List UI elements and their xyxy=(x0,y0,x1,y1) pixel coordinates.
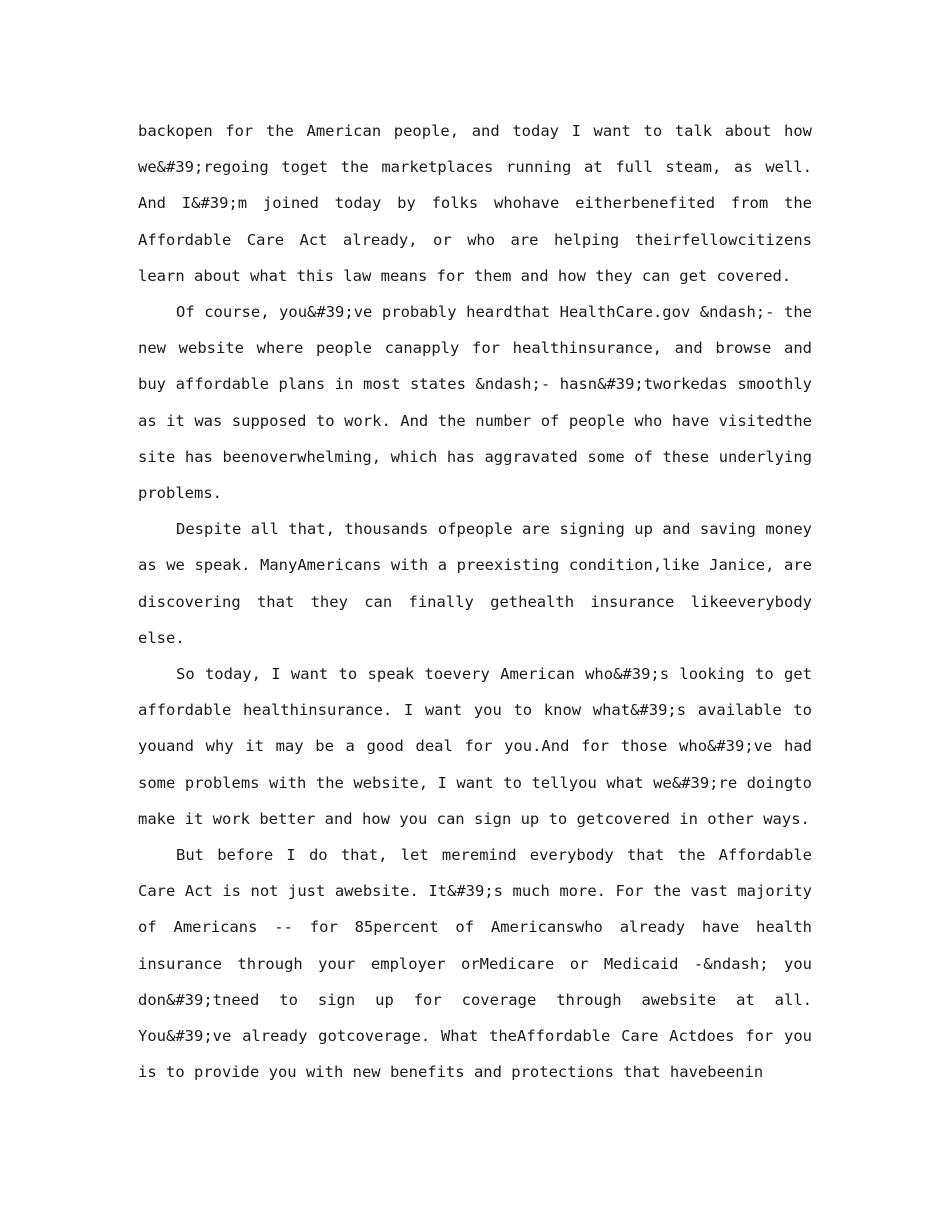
paragraph-healthcare-gov: Of course, you&#39;ve probably heardthat HealthCare.gov &ndash;- the new website where people canapply for healthinsurance, and browse and buy affordable plans in most states &ndash;- hasn&#39;tworkedas smoothly as it was supposed to work. And the number of people who have visitedthe site has beenoverwhelming, which has aggravated some of these underlying problems. xyxy=(138,303,812,503)
paragraph-signing-up: Despite all that, thousands ofpeople are signing up and saving money as we speak. ManyAmericans with a preexisting condition,like Janice, are discovering that they can finally gethealth insurance likeeverybody else. xyxy=(138,520,812,647)
paragraph-not-just-website: But before I do that, let meremind everybody that the Affordable Care Act is not just awebsite. It&#39;s much more. For the vast majority of Americans -- for 85percent of Americanswho already have health insurance through your employer orMedicare or Medicaid -&ndash; you don&#39;tneed to sign up for coverage through awebsite at all. You&#39;ve already gotcoverage. What theAffordable Care Actdoes for you is to provide you with new benefits and protections that havebeenin xyxy=(138,846,812,1082)
paragraph-speak-to-americans: So today, I want to speak toevery American who&#39;s looking to get affordable healthinsurance. I want you to know what&#39;s available to youand why it may be a good deal for you.And for those who&#39;ve had some problems with the website, I want to tellyou what we&#39;re doingto make it work better and how you can sign up to getcovered in other ways. xyxy=(138,665,812,828)
paragraph-continuation: backopen for the American people, and today I want to talk about how we&#39;regoing toget the marketplaces running at full steam, as well. And I&#39;m joined today by folks whohave eitherbenefited from the Affordable Care Act already, or who are helping theirfellowcitizens learn about what this law means for them and how they can get covered. xyxy=(138,122,812,285)
body-text xyxy=(138,113,812,1090)
